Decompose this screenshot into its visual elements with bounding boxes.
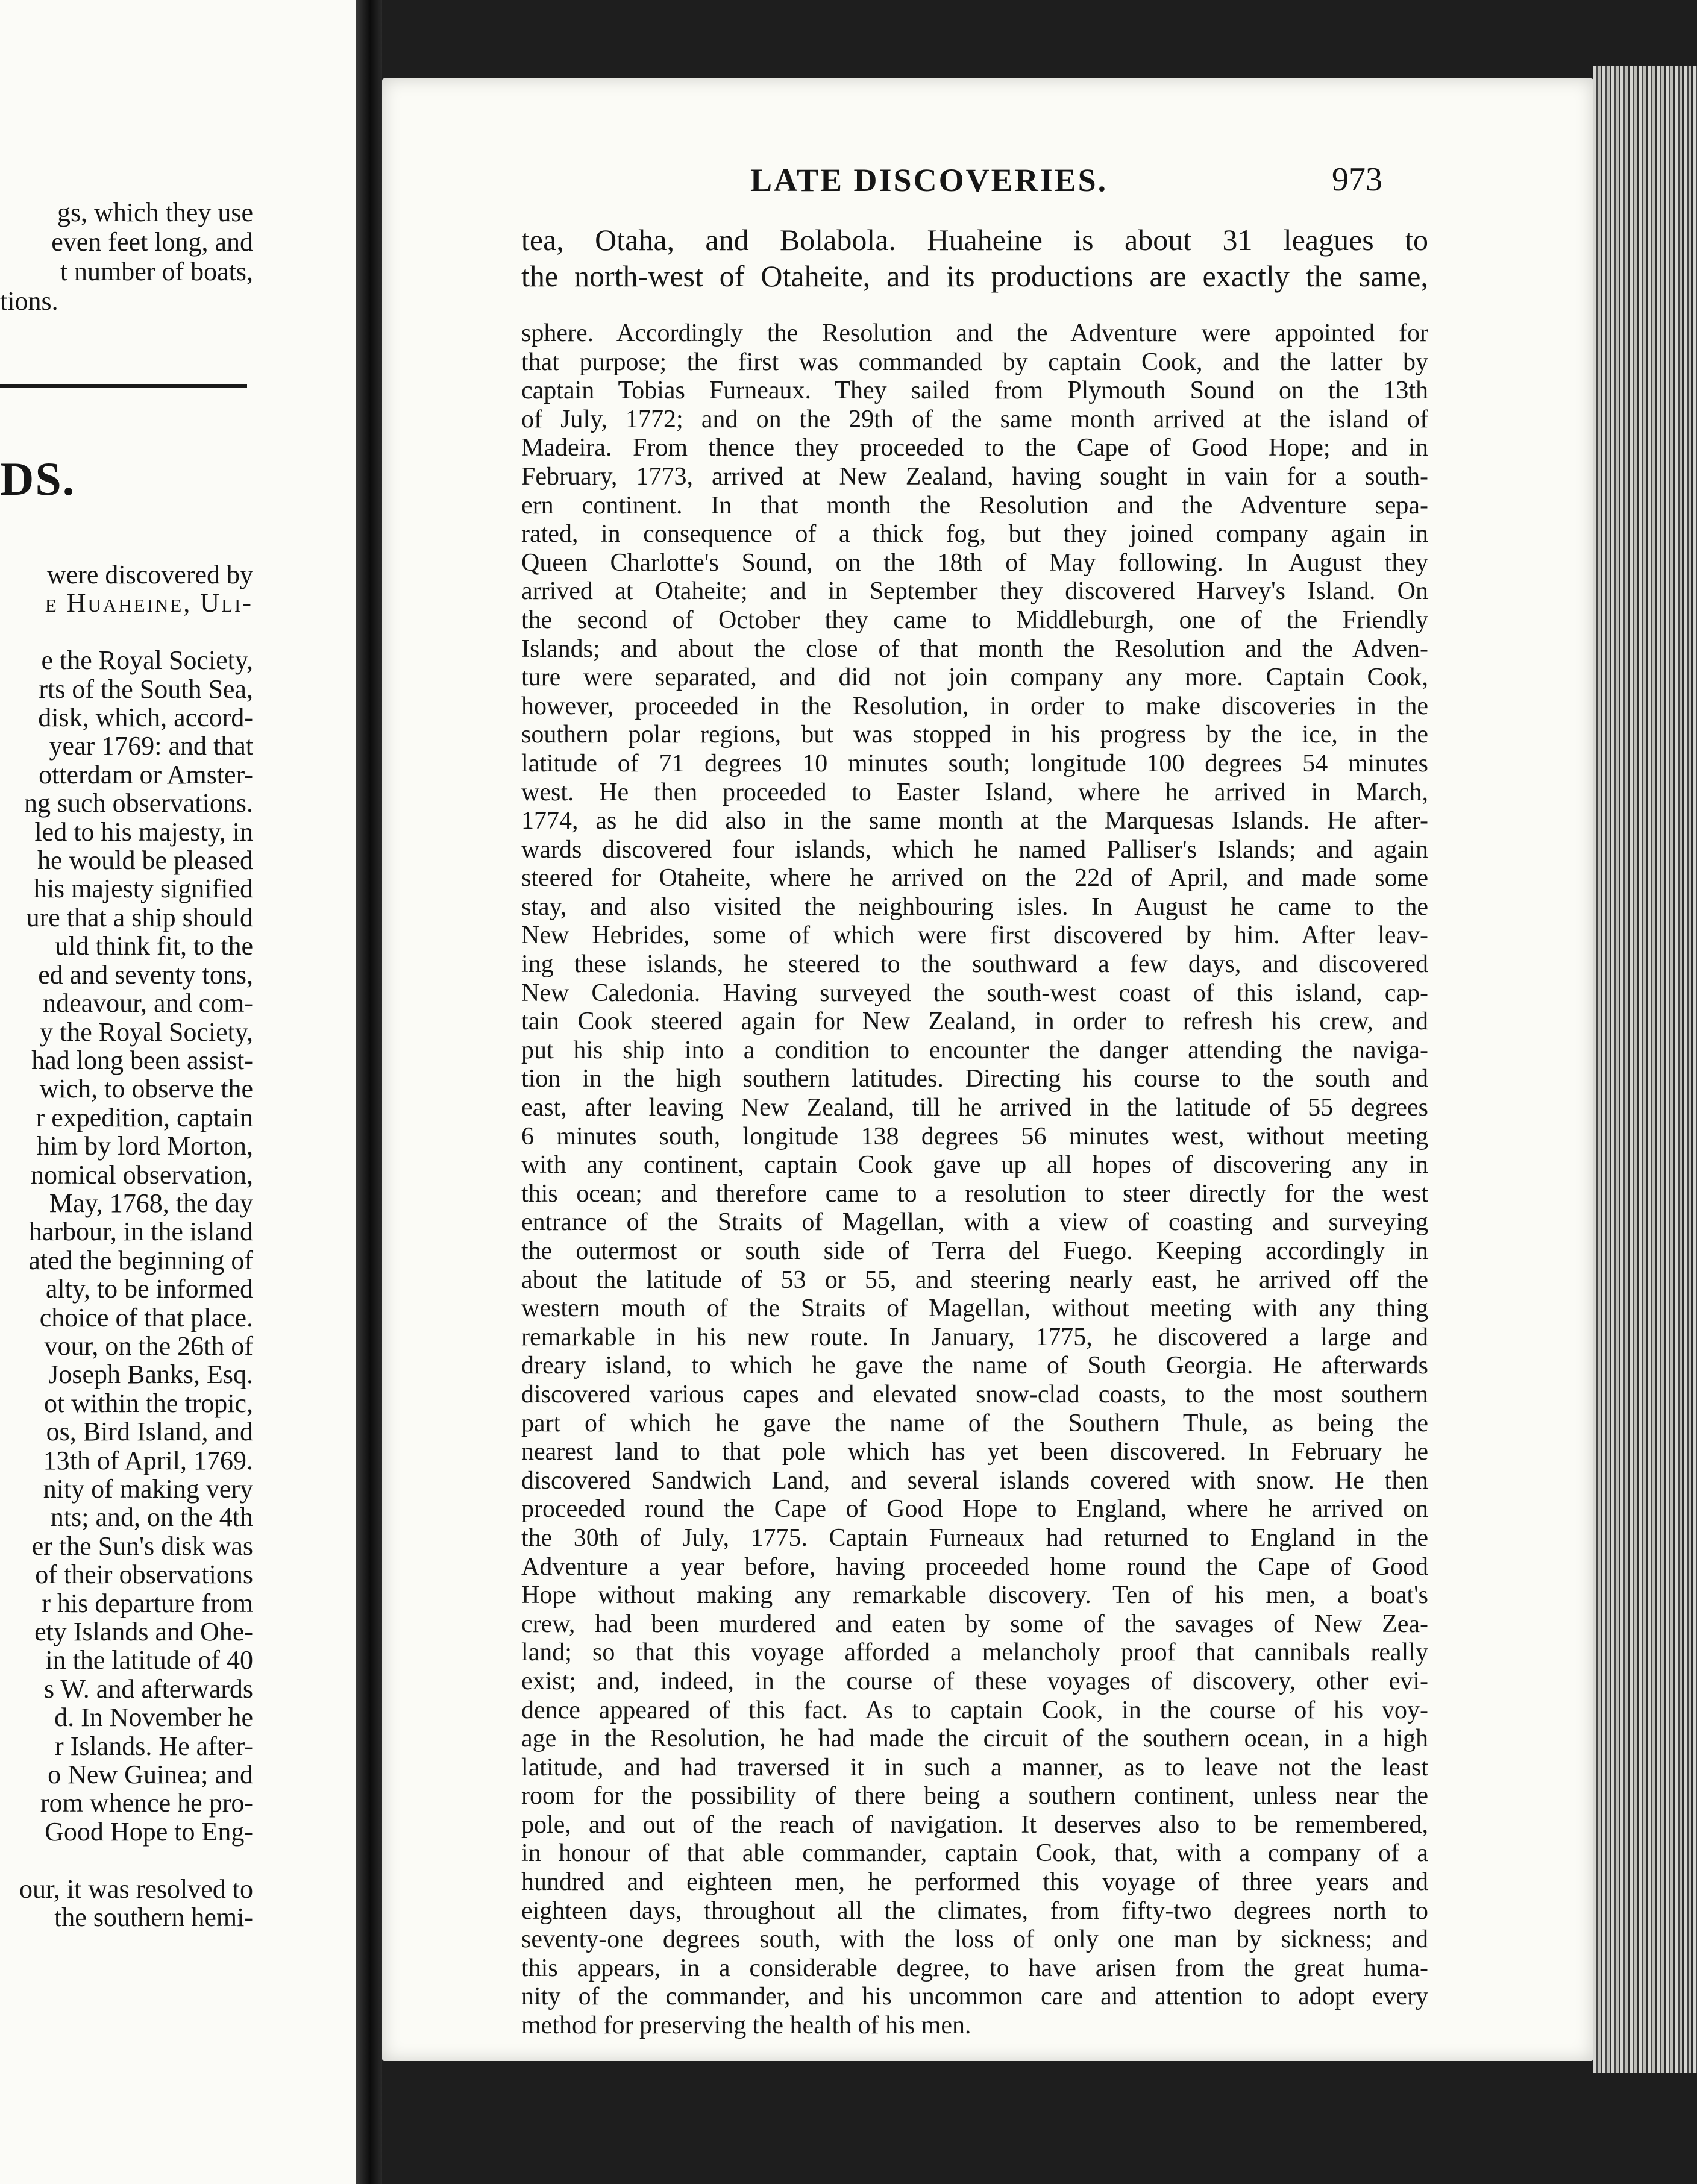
text-line: disk, which, accord- bbox=[38, 703, 253, 733]
body-line: pole, and out of the reach of navigation. It deserves also to be remembered, bbox=[521, 1810, 1428, 1839]
body-line: discovered various capes and elevated snow-clad coasts, to the most southern bbox=[521, 1380, 1428, 1408]
body-line: the second of October they came to Middleburgh, one of the Friendly bbox=[521, 606, 1428, 634]
text-line: choice of that place. bbox=[39, 1302, 253, 1332]
text-line: os, Bird Island, and bbox=[46, 1417, 253, 1447]
body-text bbox=[521, 319, 1428, 2041]
body-line: Queen Charlotte's Sound, on the 18th of May following. In August they bbox=[521, 548, 1428, 577]
body-line: 6 minutes south, longitude 138 degrees 56 minutes west, without meeting bbox=[521, 1122, 1428, 1150]
text-line: our, it was resolved to bbox=[19, 1874, 253, 1904]
section-heading: DS. bbox=[0, 453, 76, 505]
left-page-body bbox=[0, 560, 253, 1932]
text-line: r expedition, captain bbox=[36, 1102, 253, 1132]
body-line: tion in the high southern latitudes. Directing his course to the south and bbox=[521, 1065, 1428, 1093]
text-line: ed and seventy tons, bbox=[38, 959, 253, 990]
text-line: May, 1768, the day bbox=[49, 1188, 253, 1218]
text-line bbox=[0, 618, 253, 646]
body-line: method for preserving the health of his men. bbox=[521, 2012, 971, 2040]
text-line: the southern hemi- bbox=[54, 1903, 253, 1933]
body-line: of July, 1772; and on the 29th of the same month arrived at the island of bbox=[521, 405, 1428, 433]
text-line: harbour, in the island bbox=[28, 1217, 253, 1247]
body-line: Hope without making any remarkable discovery. Ten of his men, a boat's bbox=[521, 1581, 1428, 1610]
text-line: ndeavour, and com- bbox=[43, 988, 253, 1018]
text-line: even feet long, and bbox=[51, 227, 253, 257]
text-line: r his departure from bbox=[42, 1588, 253, 1618]
text-line: alty, to be informed bbox=[45, 1274, 253, 1304]
body-line: February, 1773, arrived at New Zealand, having sought in vain for a south- bbox=[521, 462, 1428, 491]
body-line: that purpose; the first was commanded by captain Cook, and the latter by bbox=[521, 348, 1428, 376]
text-line: of their observations bbox=[35, 1560, 253, 1590]
body-line: captain Tobias Furneaux. They sailed from Plymouth Sound on the 13th bbox=[521, 377, 1428, 405]
body-line: latitude of 71 degrees 10 minutes south; longitude 100 degrees 54 minutes bbox=[521, 749, 1428, 777]
text-line: nts; and, on the 4th bbox=[50, 1502, 253, 1533]
body-line: southern polar regions, but was stopped in his progress by the ice, in the bbox=[521, 721, 1428, 749]
text-line: y the Royal Society, bbox=[40, 1017, 253, 1047]
text-line: er the Sun's disk was bbox=[31, 1531, 253, 1561]
text-line: nity of making very bbox=[43, 1474, 253, 1504]
body-line: dreary island, to which he gave the name of South Georgia. He afterwards bbox=[521, 1352, 1428, 1380]
body-line: with any continent, captain Cook gave up all hopes of discovering any in bbox=[521, 1151, 1428, 1179]
body-line: New Hebrides, some of which were first discovered by him. After leav- bbox=[521, 921, 1428, 950]
body-line: exist; and, indeed, in the course of these voyages of discovery, other evi- bbox=[521, 1667, 1428, 1695]
body-line: crew, had been murdered and eaten by some of the savages of New Zea- bbox=[521, 1610, 1428, 1638]
body-line: ing these islands, he steered to the southward a few days, and discovered bbox=[521, 950, 1428, 979]
text-line: he would be pleased bbox=[37, 846, 253, 876]
text-line: ot within the tropic, bbox=[43, 1388, 253, 1418]
text-line: ated the beginning of bbox=[28, 1245, 253, 1275]
text-line: vour, on the 26th of bbox=[44, 1331, 253, 1361]
text-line: s W. and afterwards bbox=[43, 1674, 253, 1704]
body-line: steered for Otaheite, where he arrived on the 22d of April, and made some bbox=[521, 864, 1428, 893]
body-line: ern continent. In that month the Resolution and the Adventure sepa- bbox=[521, 491, 1428, 519]
body-line: remarkable in his new route. In January, 1775, he discovered a large and bbox=[521, 1323, 1428, 1351]
body-line: nity of the commander, and his uncommon care and attention to adopt every bbox=[521, 1983, 1428, 2011]
text-line: rts of the South Sea, bbox=[39, 674, 253, 704]
body-line: eighteen days, throughout all the climates, from fifty-two degrees north to bbox=[521, 1897, 1428, 1925]
text-line: ng such observations. bbox=[24, 788, 253, 818]
text-line bbox=[0, 1846, 253, 1874]
section-rule bbox=[0, 384, 247, 388]
text-line: Joseph Banks, Esq. bbox=[48, 1360, 253, 1390]
body-line: the 30th of July, 1775. Captain Furneaux had returned to England in the bbox=[521, 1523, 1428, 1552]
body-line: west. He then proceeded to Easter Island, where he arrived in March, bbox=[521, 778, 1428, 806]
body-line: discovered Sandwich Land, and several islands covered with snow. He then bbox=[521, 1466, 1428, 1495]
body-line: arrived at Otaheite; and in September they discovered Harvey's Island. On bbox=[521, 577, 1428, 606]
body-line: nearest land to that pole which has yet been discovered. In February he bbox=[521, 1438, 1428, 1466]
text-line: t number of boats, bbox=[60, 257, 253, 286]
body-line: Islands; and about the close of that month the Resolution and the Adven- bbox=[521, 635, 1428, 663]
body-line: east, after leaving New Zealand, till he arrived in the latitude of 55 degrees bbox=[521, 1094, 1428, 1122]
body-line: proceeded round the Cape of Good Hope to England, where he arrived on bbox=[521, 1495, 1428, 1523]
body-line: room for the possibility of there being a southern continent, unless near the bbox=[521, 1782, 1428, 1810]
text-line: ure that a ship should bbox=[26, 902, 253, 932]
body-line: seventy-one degrees south, with the loss of only one man by sickness; and bbox=[521, 1925, 1428, 1954]
text-line: nomical observation, bbox=[30, 1159, 253, 1190]
body-line: age in the Resolution, he had made the circuit of the southern ocean, in a high bbox=[521, 1725, 1428, 1753]
text-line: rom whence he pro- bbox=[40, 1788, 253, 1818]
text-line: e Huaheine, Uli- bbox=[45, 588, 253, 618]
text-line: d. In November he bbox=[54, 1702, 253, 1733]
body-line: this ocean; and therefore came to a resolution to steer directly for the west bbox=[521, 1179, 1428, 1208]
body-line: this appears, in a considerable degree, to have arisen from the great huma- bbox=[521, 1954, 1428, 1982]
body-line: part of which he gave the name of the Southern Thule, as being the bbox=[521, 1409, 1428, 1437]
body-line: hundred and eighteen men, he performed this voyage of three years and bbox=[521, 1868, 1428, 1897]
body-line: about the latitude of 53 or 55, and steering nearly east, he arrived off the bbox=[521, 1266, 1428, 1294]
intro-line: the north-west of Otaheite, and its productions are exactly the same, bbox=[521, 259, 1428, 293]
text-line: uld think fit, to the bbox=[55, 931, 253, 961]
text-line: ety Islands and Ohe- bbox=[34, 1617, 253, 1647]
body-line: wards discovered four islands, which he named Palliser's Islands; and again bbox=[521, 835, 1428, 864]
text-line: otterdam or Amster- bbox=[39, 759, 253, 789]
text-line: Good Hope to Eng- bbox=[45, 1816, 253, 1847]
book-gutter bbox=[356, 0, 382, 2184]
text-line: tions. bbox=[0, 286, 58, 316]
text-line: led to his majesty, in bbox=[34, 817, 253, 847]
body-line: the outermost or south side of Terra del Fuego. Keeping accordingly in bbox=[521, 1237, 1428, 1265]
text-line: him by lord Morton, bbox=[36, 1131, 253, 1161]
body-line: entrance of the Straits of Magellan, with a view of coasting and surveying bbox=[521, 1208, 1428, 1237]
body-line: however, proceeded in the Resolution, in order to make discoveries in the bbox=[521, 692, 1428, 720]
text-line: his majesty signified bbox=[33, 874, 253, 904]
intro-line: tea, Otaha, and Bolabola. Huaheine is about 31 leagues to bbox=[521, 223, 1428, 257]
text-line: r Islands. He after- bbox=[55, 1731, 253, 1761]
text-line: in the latitude of 40 bbox=[45, 1645, 253, 1675]
text-line: had long been assist- bbox=[31, 1045, 253, 1075]
text-line: o New Guinea; and bbox=[48, 1760, 253, 1790]
body-line: sphere. Accordingly the Resolution and the Adventure were appointed for bbox=[521, 319, 1428, 347]
body-line: in honour of that able commander, captain Cook, that, with a company of a bbox=[521, 1839, 1428, 1868]
body-line: latitude, and had traversed it in such a manner, as to leave not the least bbox=[521, 1753, 1428, 1781]
body-line: New Caledonia. Having surveyed the south-west coast of this island, cap- bbox=[521, 979, 1428, 1007]
body-line: rated, in consequence of a thick fog, but they joined company again in bbox=[521, 520, 1428, 548]
text-line: wich, to observe the bbox=[39, 1074, 253, 1104]
body-line: western mouth of the Straits of Magellan, without meeting with any thing bbox=[521, 1294, 1428, 1323]
body-line: Adventure a year before, having proceeded home round the Cape of Good bbox=[521, 1552, 1428, 1581]
text-line: gs, which they use bbox=[57, 198, 253, 227]
page-number: 973 bbox=[1332, 161, 1382, 198]
text-line: year 1769: and that bbox=[49, 731, 253, 761]
body-line: stay, and also visited the neighbouring isles. In August he came to the bbox=[521, 893, 1428, 921]
text-line: were discovered by bbox=[46, 560, 253, 589]
left-page bbox=[0, 0, 356, 2184]
page-edges bbox=[1593, 66, 1697, 2073]
body-line: tain Cook steered again for New Zealand, in order to refresh his crew, and bbox=[521, 1008, 1428, 1036]
body-line: put his ship into a condition to encounter the danger attending the naviga- bbox=[521, 1036, 1428, 1064]
body-line: ture were separated, and did not join company any more. Captain Cook, bbox=[521, 664, 1428, 692]
running-head: LATE DISCOVERIES. bbox=[750, 162, 1108, 198]
body-line: land; so that this voyage afforded a melancholy proof that cannibals really bbox=[521, 1639, 1428, 1667]
left-page-top-text bbox=[0, 198, 253, 316]
text-line: e the Royal Society, bbox=[41, 645, 253, 676]
body-line: 1774, as he did also in the same month at the Marquesas Islands. He after- bbox=[521, 807, 1428, 835]
body-line: Madeira. From thence they proceeded to the Cape of Good Hope; and in bbox=[521, 434, 1428, 462]
body-line: dence appeared of this fact. As to captain Cook, in the course of his voy- bbox=[521, 1696, 1428, 1724]
intro-paragraph bbox=[521, 222, 1428, 294]
text-line: 13th of April, 1769. bbox=[43, 1445, 253, 1475]
